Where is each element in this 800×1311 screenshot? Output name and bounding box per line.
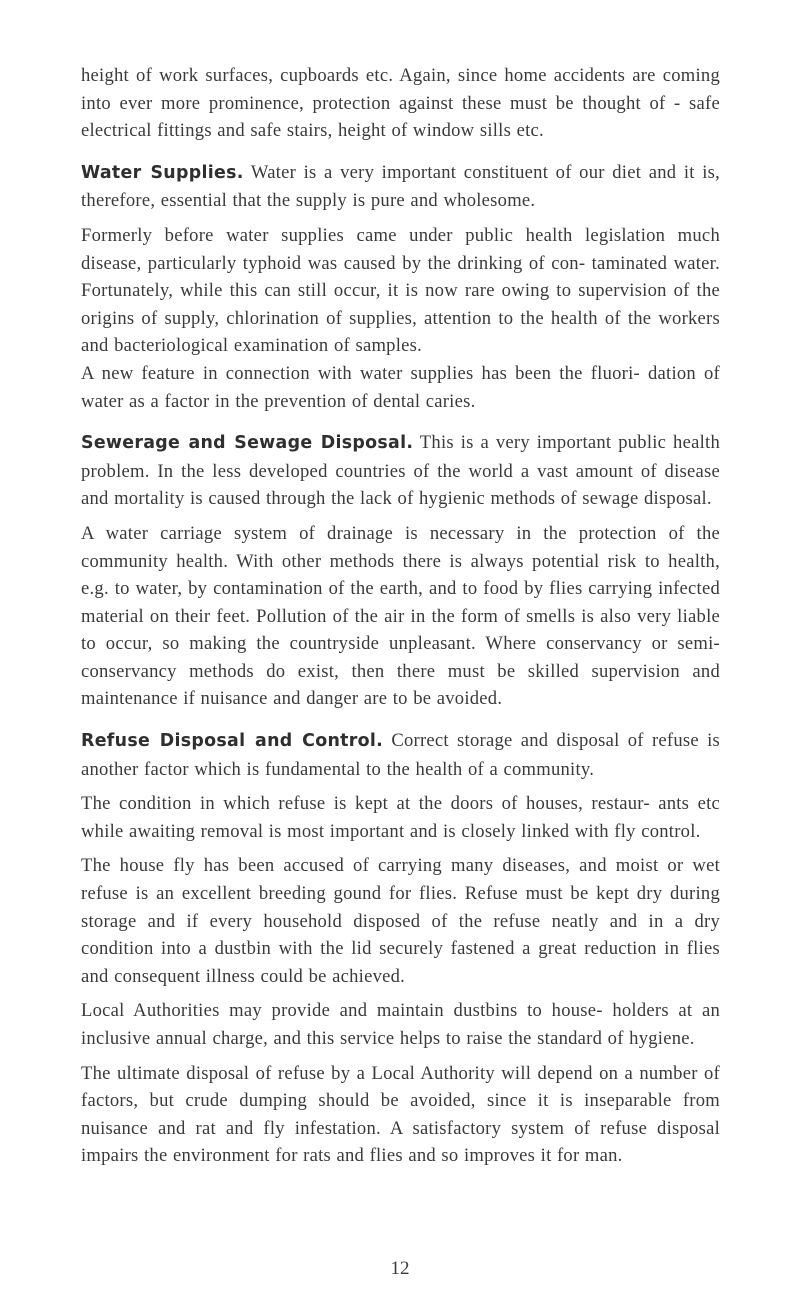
paragraph-dustbins: Local Authorities may provide and maintain dustbins to house- holders at an inclusive annual charge, and this service helps to raise the standard of hygiene. [81,1000,720,1049]
water-supplies-intro [81,159,720,215]
heading-sewerage: Sewerage and Sewage Disposal. [81,433,414,454]
page-number: 12 [390,1258,410,1279]
paragraph-fluoridation: A new feature in connection with water supplies has been the fluori- dation of water as a factor in the prevention of dental caries. [81,362,720,412]
paragraph-house-fly: The house fly has been accused of carrying many diseases, and moist or wet refuse is an excellent breeding gound for flies. Refuse must be kept dry during storage and if every household disposed of the refuse neatly and in a dry condition into a dustbin with the lid securely fastened a great reduction in flies and consequent illness could be achieved. [81,855,720,987]
heading-water-supplies: Water Supplies. [81,162,244,183]
water-supplies-text: Water is a very important constituent of our diet and it is, therefore, essential that the supply is pure and wholesome. [81,161,721,212]
paragraph-ultimate-disposal: The ultimate disposal of refuse by a Local Authority will depend on a number of factors, but crude dumping should be avoided, since it is inseparable from nuisance and rat and fly infestation. A satisfactory system of refuse disposal impairs the environment for rats and flies and so improves it for man. [81,1062,720,1167]
paragraph-water-history: Formerly before water supplies came under public health legislation much disease, particularly typhoid was caused by the drinking of con- taminated water. Fortunately, while this can still occur, it is now rare owing to supervision of the origins of supply, chlorination of supplies, attention to the health of the workers and bacteriological examination of samples. [81,224,720,357]
sewerage-intro [81,429,720,513]
paragraph-water-carriage: A water carriage system of drainage is necessary in the protection of the community health. With other methods there is always potential risk to health, e.g. to water, by contamination of the earth, and to food by flies carrying infected material on their feet. Pollution of the air in the form of smells is also very liable to occur, so making the countryside unpleasant. Where conservancy or semi-conservancy methods do exist, then there must be skilled supervision and maintenance if nuisance and danger are to be avoided. [81,522,720,710]
heading-refuse: Refuse Disposal and Control. [81,731,384,752]
refuse-text: Correct storage and disposal of refuse is another factor which is fundamental to the health of a community. [81,730,721,780]
sewerage-text: This is a very important public health problem. In the less developed countries of the world a vast amount of disease and mortality is caused through the lack of hygienic methods of sewage disposal. [81,432,720,510]
refuse-intro [81,727,720,783]
paragraph-home-accidents: height of work surfaces, cupboards etc. Again, since home accidents are coming into ever more prominence, protection against these must be thought of - safe electrical fittings and safe stairs, height of window sills etc. [81,65,720,142]
document-page [81,62,720,1170]
paragraph-refuse-condition: The condition in which refuse is kept at the doors of houses, restaur- ants etc while awaiting removal is most important and is closely linked with fly control. [81,793,720,842]
